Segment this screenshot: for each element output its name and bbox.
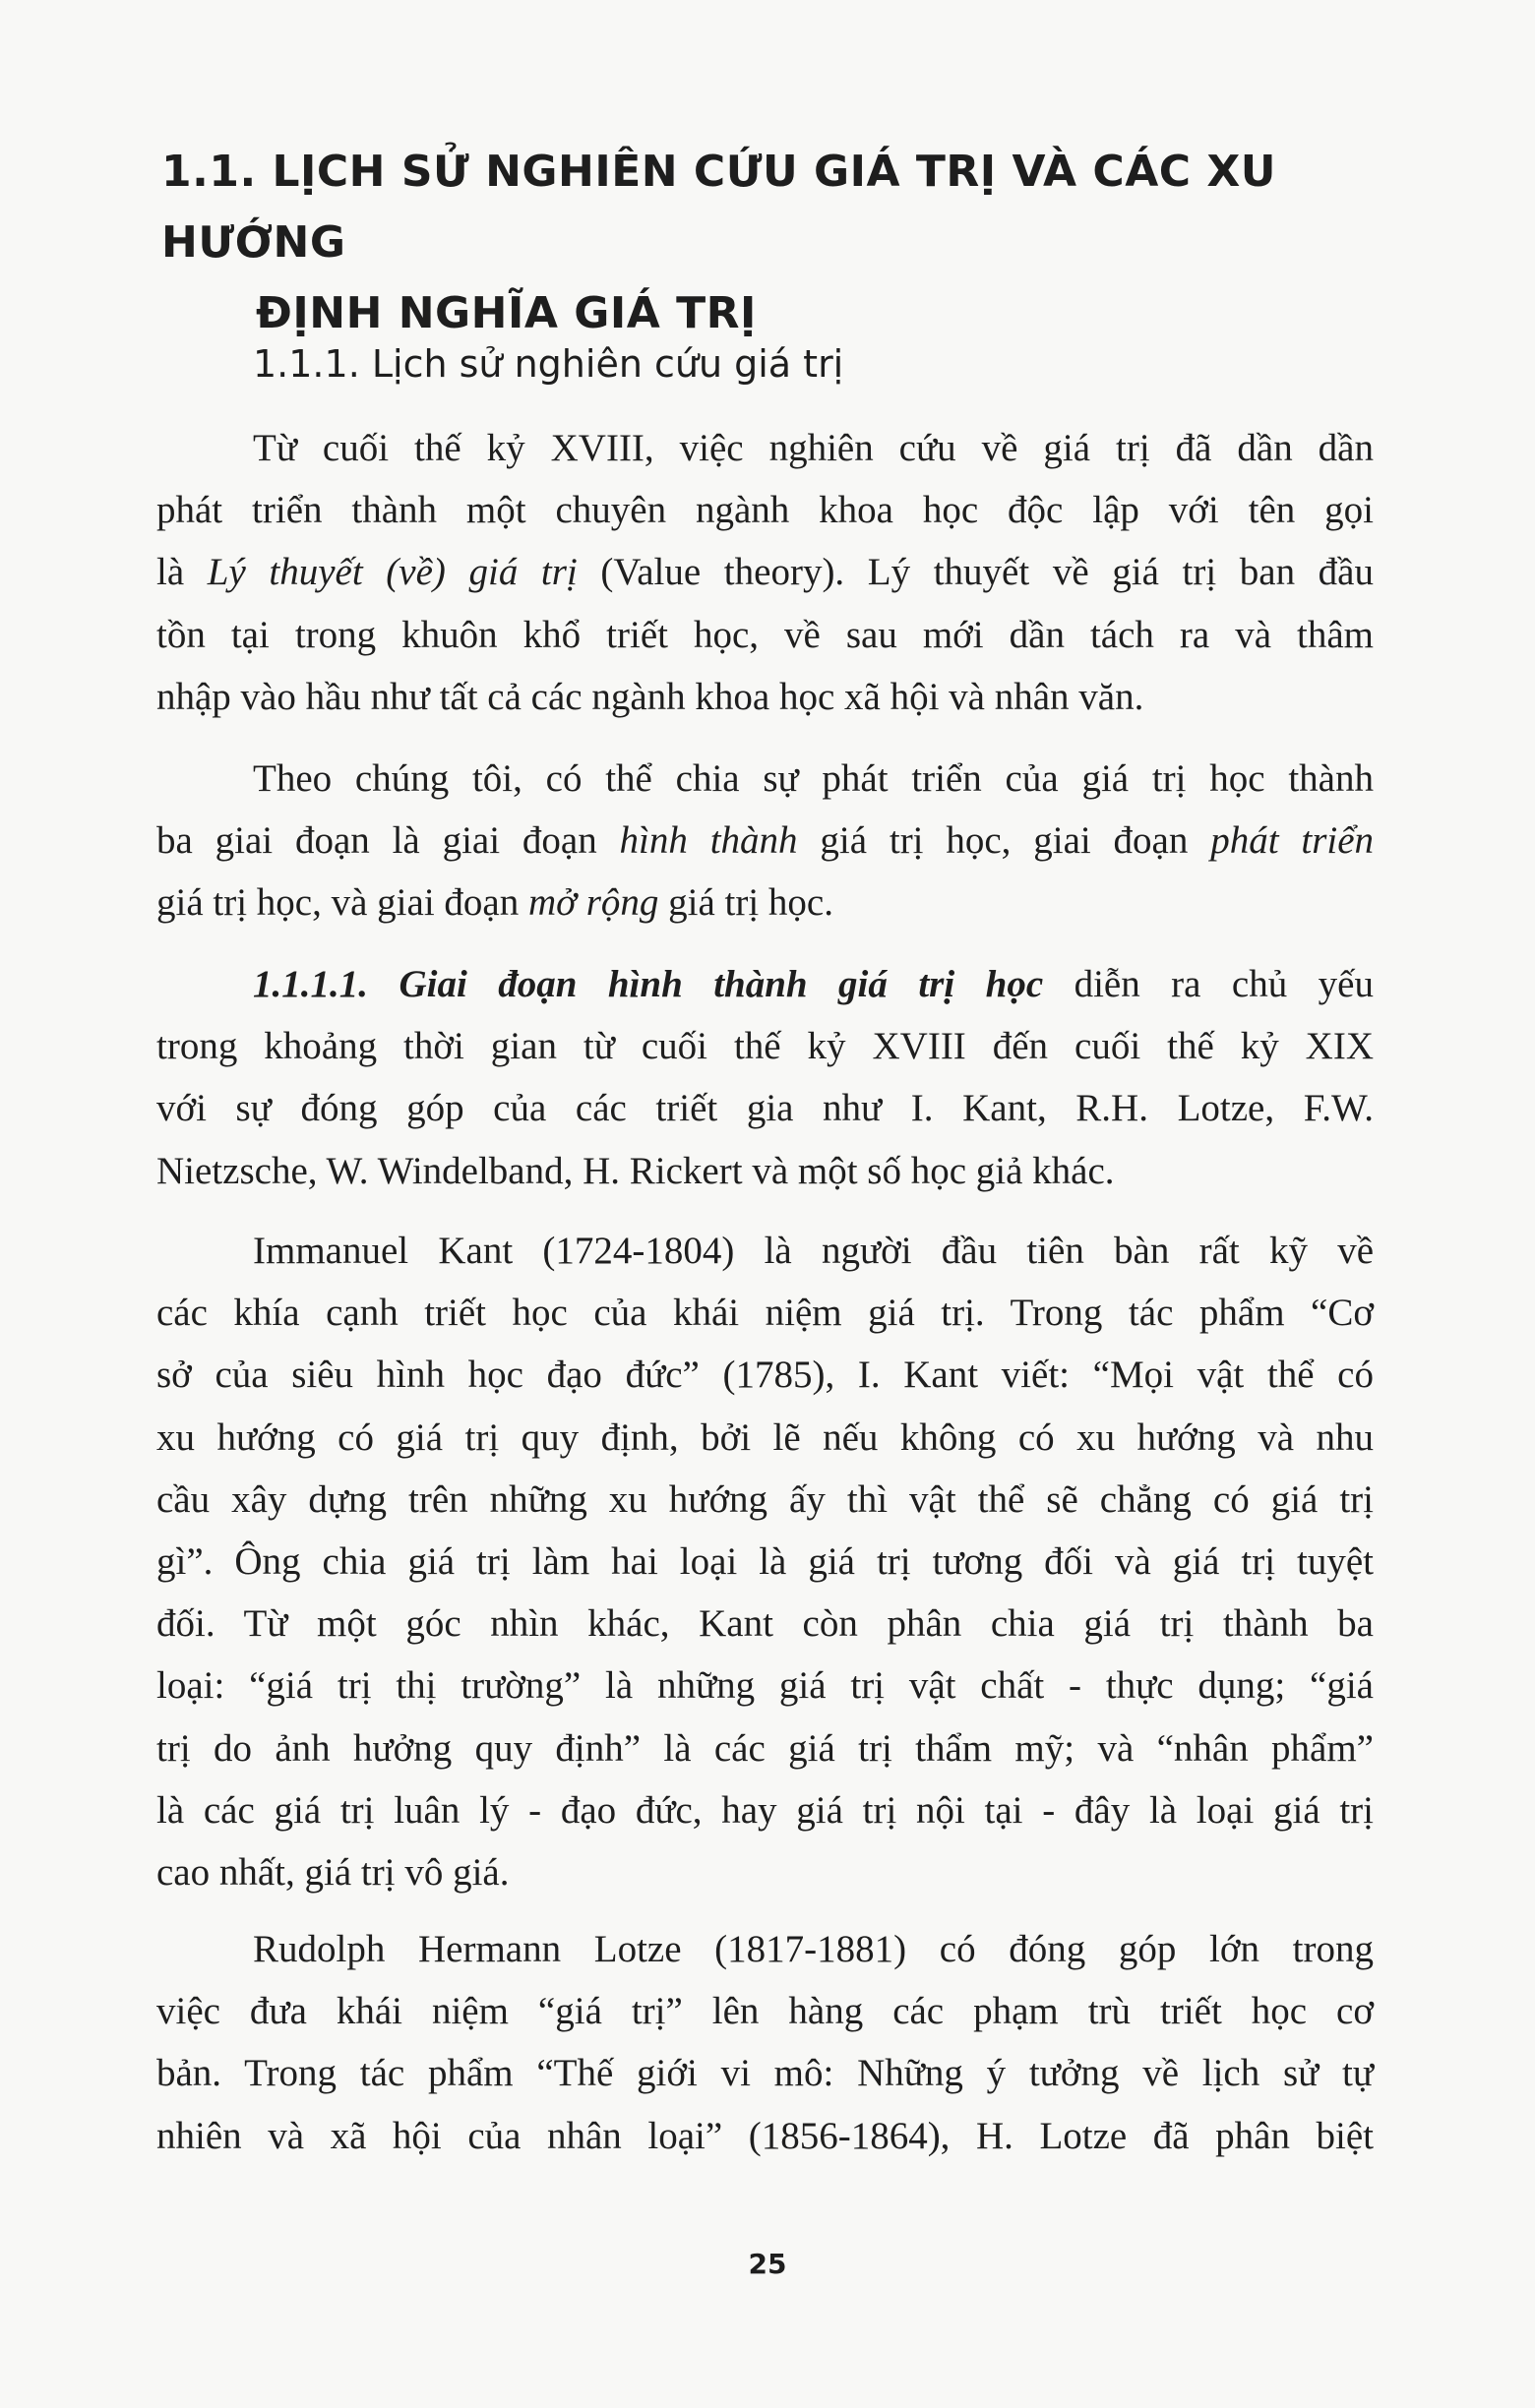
text-line — [156, 1407, 1374, 1469]
text-line — [156, 666, 1374, 728]
emphasized-text: Lý thuyết (về) giá trị — [207, 551, 578, 594]
text-run: xu hướng có giá trị quy định, bởi lẽ nếu không có xu hướng và nhu — [156, 1415, 1374, 1459]
text-run: với sự đóng góp của các triết gia như I. Kant, R.H. Lotze, F.W. — [156, 1087, 1374, 1130]
section-heading-line-2: ĐỊNH NGHĨA GIÁ TRỊ — [256, 288, 757, 338]
emphasized-text: mở rộng — [527, 881, 659, 925]
text-line — [156, 541, 1374, 603]
text-line — [156, 748, 1374, 810]
subsection-heading: 1.1.1. Lịch sử nghiên cứu giá trị — [253, 342, 844, 386]
paragraph-2 — [156, 748, 1374, 934]
text-run: gì”. Ông chia giá trị làm hai loại là giá trị tương đối và giá trị tuyệt — [156, 1539, 1374, 1583]
emphasized-text: phát triển — [1210, 819, 1375, 863]
page-number: 25 — [748, 2248, 787, 2280]
text-run: đối. Từ một góc nhìn khác, Kant còn phân chia giá trị thành ba — [156, 1602, 1374, 1646]
text-run: Từ cuối thế kỷ XVIII, việc nghiên cứu về giá trị đã dần dần — [253, 427, 1374, 469]
text-line — [156, 1593, 1374, 1655]
text-line — [156, 872, 1374, 933]
text-run: trị do ảnh hưởng quy định” là các giá trị thẩm mỹ; và “nhân phẩm” — [156, 1726, 1374, 1770]
text-run: giá trị học, và giai đoạn — [156, 881, 528, 925]
text-line — [156, 1015, 1374, 1077]
text-line — [156, 2042, 1374, 2104]
text-line — [156, 1344, 1374, 1406]
text-run: việc đưa khái niệm “giá trị” lên hàng các phạm trù triết học cơ — [156, 1990, 1374, 2033]
text-line — [156, 953, 1374, 1015]
paragraph-3 — [156, 953, 1374, 1202]
section-heading-line-1: 1.1. LỊCH SỬ NGHIÊN CỨU GIÁ TRỊ VÀ CÁC XU HƯỚNG — [161, 147, 1277, 268]
emphasized-text: 1.1.1.1. Giai đoạn hình thành giá trị học — [253, 963, 1044, 1005]
text-run: giá trị học. — [658, 881, 833, 925]
text-line — [156, 479, 1374, 541]
text-run: nhiên và xã hội của nhân loại” (1856-1864), H. Lotze đã phân biệt — [156, 2114, 1374, 2157]
text-line — [156, 1918, 1374, 1980]
text-line — [156, 1717, 1374, 1779]
text-run: là các giá trị luân lý - đạo đức, hay giá trị nội tại - đây là loại giá trị — [156, 1788, 1374, 1832]
text-line — [156, 1140, 1374, 1202]
text-line — [156, 810, 1374, 872]
text-run: các khía cạnh triết học của khái niệm giá trị. Trong tác phẩm “Cơ — [156, 1292, 1374, 1335]
text-run: Theo chúng tôi, có thể chia sự phát triển của giá trị học thành — [253, 757, 1374, 800]
text-line — [156, 417, 1374, 479]
text-run: loại: “giá trị thị trường” là những giá trị vật chất - thực dụng; “giá — [156, 1664, 1374, 1708]
text-run: phát triển thành một chuyên ngành khoa học độc lập với tên gọi — [156, 489, 1374, 532]
text-run: tồn tại trong khuôn khổ triết học, về sau mới dần tách ra và thâm — [156, 613, 1374, 656]
text-line — [156, 1779, 1374, 1841]
text-run: Rudolph Hermann Lotze (1817-1881) có đóng góp lớn trong — [253, 1928, 1374, 1970]
text-run: nhập vào hầu như tất cả các ngành khoa học xã hội và nhân văn. — [156, 675, 1144, 718]
text-run: là — [156, 551, 208, 594]
text-line — [156, 1655, 1374, 1716]
text-run: ba giai đoạn là giai đoạn — [156, 819, 620, 863]
text-run: diễn ra chủ yếu — [1043, 963, 1374, 1005]
text-run: giá trị học, giai đoạn — [797, 819, 1211, 863]
paragraph-5 — [156, 1918, 1374, 2167]
section-heading — [161, 137, 1382, 349]
text-run: trong khoảng thời gian từ cuối thế kỷ XVIII đến cuối thế kỷ XIX — [156, 1025, 1374, 1068]
text-line — [156, 1531, 1374, 1593]
text-line — [156, 1469, 1374, 1531]
text-line — [156, 2105, 1374, 2167]
paragraph-1 — [156, 417, 1374, 728]
text-run: (Value theory). Lý thuyết về giá trị ban đầu — [577, 551, 1374, 594]
text-line — [156, 1220, 1374, 1282]
text-line — [156, 1841, 1374, 1903]
text-run: Immanuel Kant (1724-1804) là người đầu tiên bàn rất kỹ về — [253, 1230, 1374, 1272]
text-line — [156, 1077, 1374, 1139]
text-line — [156, 604, 1374, 666]
text-line — [156, 1980, 1374, 2042]
emphasized-text: hình thành — [619, 819, 798, 863]
text-run: cao nhất, giá trị vô giá. — [156, 1850, 510, 1894]
text-run: Nietzsche, W. Windelband, H. Rickert và một số học giả khác. — [156, 1149, 1115, 1192]
text-run: sở của siêu hình học đạo đức” (1785), I. Kant viết: “Mọi vật thể có — [156, 1354, 1374, 1397]
text-run: bản. Trong tác phẩm “Thế giới vi mô: Những ý tưởng về lịch sử tự — [156, 2052, 1374, 2095]
text-line — [156, 1282, 1374, 1344]
text-run: cầu xây dựng trên những xu hướng ấy thì vật thể sẽ chẳng có giá trị — [156, 1477, 1374, 1521]
paragraph-4 — [156, 1220, 1374, 1903]
